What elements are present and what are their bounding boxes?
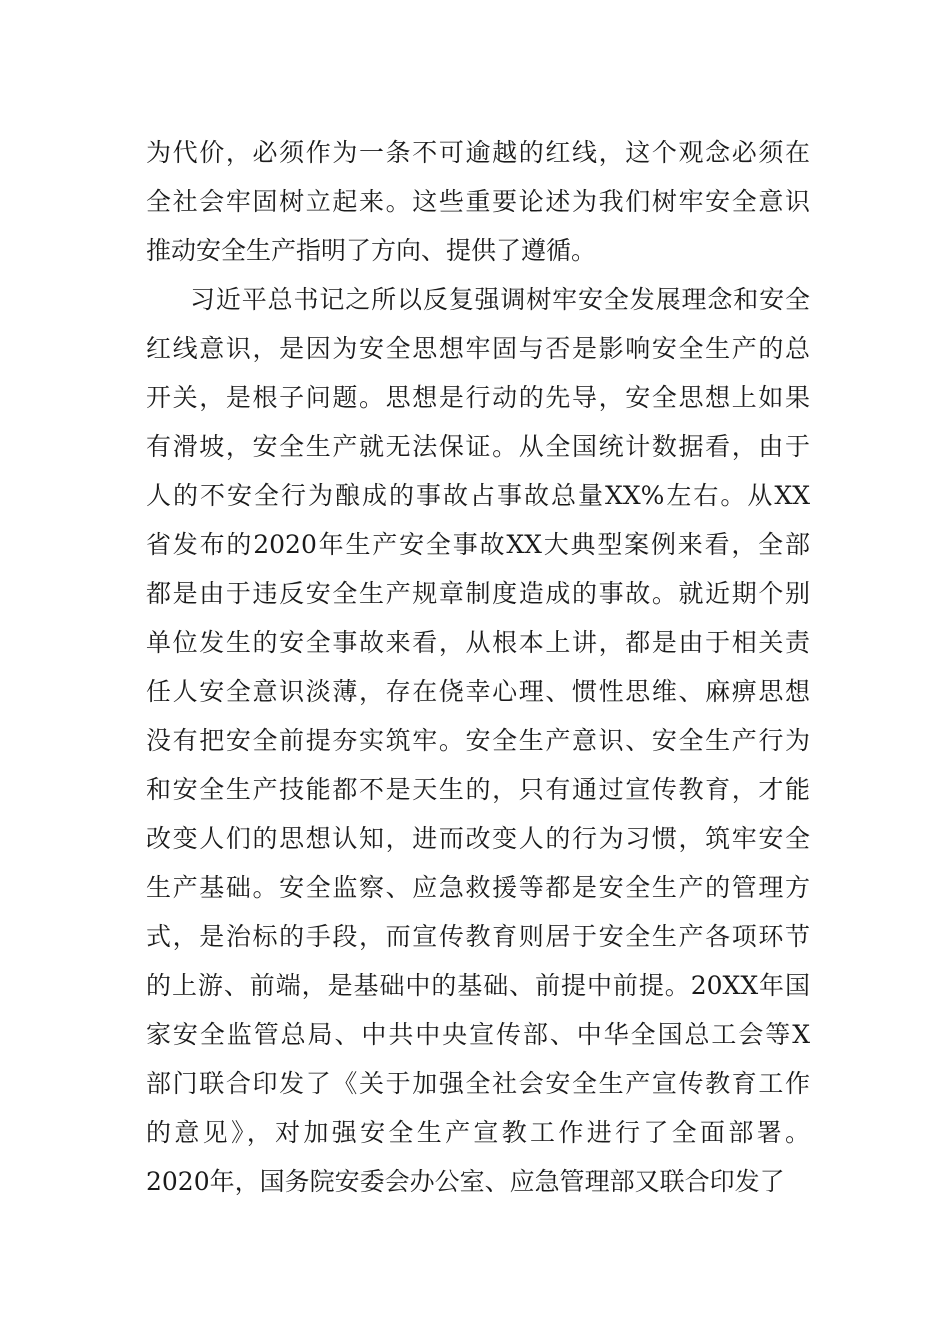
text-line: 省发布的2020年生产安全事故XX大典型案例来看，全部 xyxy=(146,530,810,559)
text-line: 部门联合印发了《关于加强全社会安全生产宣传教育工作 xyxy=(146,1069,810,1098)
text-line: 红线意识，是因为安全思想牢固与否是影响安全生产的总 xyxy=(146,334,810,363)
text-line: 有滑坡，安全生产就无法保证。从全国统计数据看，由于 xyxy=(146,432,810,461)
document-body xyxy=(146,128,810,1206)
text-line: 和安全生产技能都不是天生的，只有通过宣传教育，才能 xyxy=(146,775,810,804)
text-line: 为代价，必须作为一条不可逾越的红线，这个观念必须在 xyxy=(146,138,810,167)
text-line: 都是由于违反安全生产规章制度造成的事故。就近期个别 xyxy=(146,579,810,608)
text-line: 全社会牢固树立起来。这些重要论述为我们树牢安全意识 xyxy=(146,187,810,216)
text-line: 推动安全生产指明了方向、提供了遵循。 xyxy=(146,236,597,265)
text-line: 改变人们的思想认知，进而改变人的行为习惯，筑牢安全 xyxy=(146,824,810,853)
text-line: 的上游、前端，是基础中的基础、前提中前提。20XX年国 xyxy=(146,971,810,1000)
text-line: 没有把安全前提夯实筑牢。安全生产意识、安全生产行为 xyxy=(146,726,810,755)
text-line: 2020年，国务院安委会办公室、应急管理部又联合印发了 xyxy=(146,1167,785,1196)
text-line: 习近平总书记之所以反复强调树牢安全发展理念和安全 xyxy=(190,285,810,314)
text-line: 式，是治标的手段，而宣传教育则居于安全生产各项环节 xyxy=(146,922,810,951)
text-line: 开关，是根子问题。思想是行动的先导，安全思想上如果 xyxy=(146,383,810,412)
text-line: 生产基础。安全监察、应急救援等都是安全生产的管理方 xyxy=(146,873,810,902)
paragraph-2 xyxy=(146,275,810,1206)
text-line: 家安全监管总局、中共中央宣传部、中华全国总工会等X xyxy=(146,1020,810,1049)
text-line: 单位发生的安全事故来看，从根本上讲，都是由于相关责 xyxy=(146,628,810,657)
text-line: 任人安全意识淡薄，存在侥幸心理、惯性思维、麻痹思想 xyxy=(146,677,810,706)
paragraph-1 xyxy=(146,128,810,275)
text-line: 人的不安全行为酿成的事故占事故总量XX%左右。从XX xyxy=(146,481,810,510)
text-line: 的意见》，对加强安全生产宣教工作进行了全面部署。 xyxy=(146,1118,810,1147)
